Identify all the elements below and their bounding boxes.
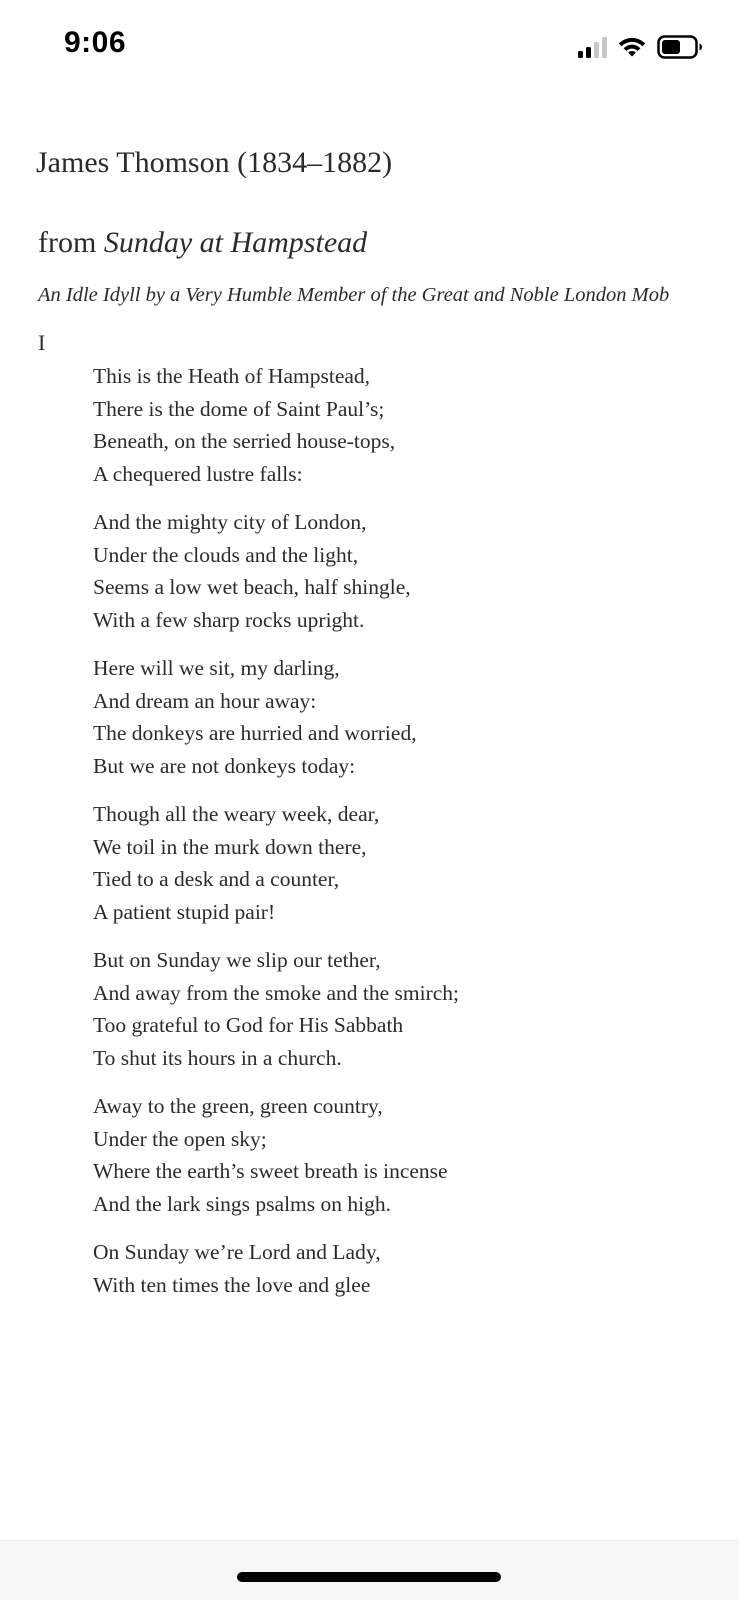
stanza [93, 506, 713, 636]
poem-line: And the lark sings psalms on high. [93, 1191, 391, 1216]
poem-line: A patient stupid pair! [93, 899, 276, 924]
poem-line: With a few sharp rocks upright. [93, 607, 365, 632]
battery-icon [657, 35, 703, 59]
poem-line: And dream an hour away: [93, 688, 317, 713]
poem-line: And away from the smoke and the smirch; [93, 980, 460, 1005]
poem-line: Here will we sit, my darling, [93, 656, 340, 680]
poem-line: A chequered lustre falls: [93, 461, 303, 486]
status-time: 9:06 [64, 26, 127, 59]
stanza [93, 944, 713, 1074]
poem-line: There is the dome of Saint Paul’s; [93, 396, 385, 421]
section-number: I [38, 330, 46, 355]
stanza [93, 1090, 713, 1220]
poem-line: Beneath, on the serried house-tops, [93, 429, 396, 453]
wifi-icon [617, 36, 647, 58]
status-bar [0, 0, 739, 96]
poem-line: Under the open sky; [93, 1126, 267, 1151]
title-prefix: from [38, 226, 104, 259]
status-icons [578, 34, 703, 60]
stanza [93, 798, 713, 928]
stanza [93, 652, 713, 782]
poem-line: With ten times the love and glee [93, 1272, 371, 1297]
poem-line: Under the clouds and the light, [93, 542, 359, 567]
title-italic: Sunday at Hampstead [103, 226, 368, 259]
cellular-signal-icon [578, 36, 607, 58]
poem-line: Away to the green, green country, [93, 1094, 383, 1118]
poem-line: Though all the weary week, dear, [93, 802, 380, 826]
poem-subtitle: An Idle Idyll by a Very Humble Member of the Great and Noble London Mob [38, 284, 670, 306]
poem-line: The donkeys are hurried and worried, [93, 721, 417, 745]
poem-line: On Sunday we’re Lord and Lady, [93, 1240, 381, 1264]
poem-line: But on Sunday we slip our tether, [93, 948, 381, 972]
poem-title [38, 226, 367, 260]
poem-line: To shut its hours in a church. [93, 1045, 342, 1070]
bottom-toolbar-area [0, 1540, 739, 1600]
poem-line: But we are not donkeys today: [93, 753, 356, 778]
poem-line: Tied to a desk and a counter, [93, 867, 340, 891]
author-heading: James Thomson (1834–1882) [36, 146, 393, 179]
poem-line: This is the Heath of Hampstead, [93, 364, 371, 388]
poem-line: We toil in the murk down there, [93, 834, 367, 859]
poem-line: Where the earth’s sweet breath is incense [93, 1159, 448, 1183]
poem-body [93, 360, 713, 1317]
poem-line: Too grateful to God for His Sabbath [93, 1013, 404, 1037]
stanza [93, 1236, 713, 1301]
stanza [93, 360, 713, 490]
home-indicator[interactable] [237, 1572, 501, 1582]
poem-line: Seems a low wet beach, half shingle, [93, 575, 411, 599]
poem-line: And the mighty city of London, [93, 510, 367, 534]
